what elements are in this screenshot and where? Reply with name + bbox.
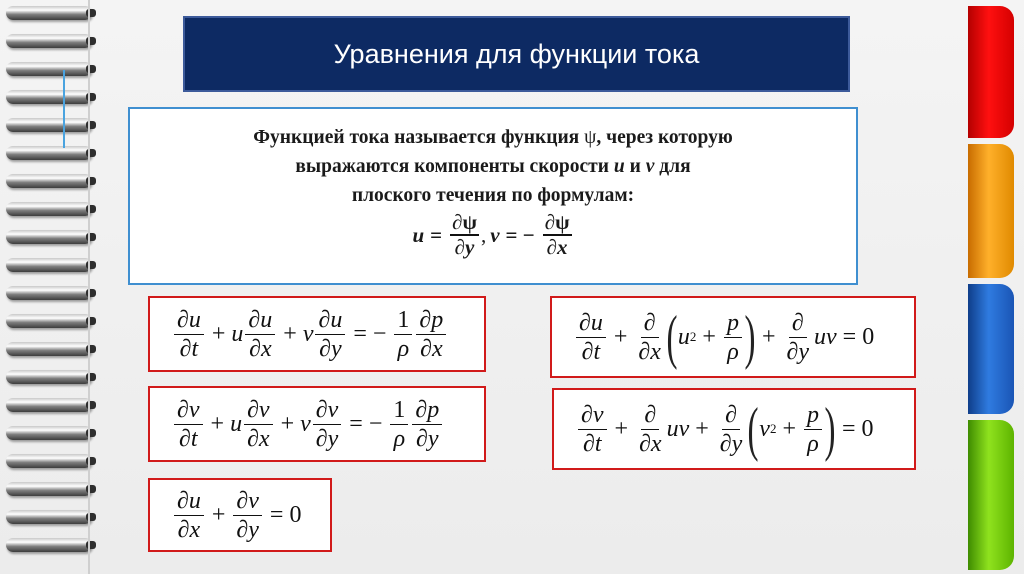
equation-conservative-y bbox=[576, 396, 880, 462]
operator: + bbox=[211, 501, 226, 528]
frac-num: p bbox=[804, 403, 822, 430]
operator: + bbox=[761, 323, 776, 350]
equation-box-momentum-x bbox=[148, 296, 486, 372]
frac-den: ∂t bbox=[582, 430, 602, 457]
frac-den: ∂x bbox=[420, 335, 443, 362]
definition-line-2 bbox=[130, 152, 856, 181]
frac-num: ∂p bbox=[412, 398, 442, 425]
binding-ring bbox=[6, 174, 92, 188]
frac-num: 1 bbox=[390, 398, 408, 425]
frac-den: ∂x bbox=[639, 430, 662, 457]
variable: u bbox=[230, 410, 243, 437]
equation-momentum-x bbox=[172, 308, 448, 361]
operator: + bbox=[210, 410, 225, 437]
left-paren: ( bbox=[747, 396, 759, 462]
binding-ring bbox=[6, 398, 92, 412]
binding-ring bbox=[6, 454, 92, 468]
binding-ring bbox=[6, 342, 92, 356]
exponent: 2 bbox=[769, 421, 777, 436]
frac-den: ∂t bbox=[178, 425, 198, 452]
fraction bbox=[390, 398, 408, 451]
fraction bbox=[636, 403, 665, 456]
frac-num: ∂ bbox=[641, 403, 659, 430]
operator: = − bbox=[349, 410, 383, 437]
tab-red[interactable] bbox=[968, 6, 1014, 138]
stream-function-formula bbox=[130, 212, 856, 258]
binding-ring bbox=[6, 510, 92, 524]
exponent: 2 bbox=[689, 329, 697, 344]
definition-text: Функцией тока называется функция bbox=[253, 127, 585, 148]
right-paren: ) bbox=[744, 304, 756, 370]
frac-num: p bbox=[724, 311, 742, 338]
equation-box-continuity bbox=[148, 478, 332, 552]
formula-equals-minus: = − bbox=[505, 222, 535, 247]
frac-den: ∂x bbox=[247, 425, 270, 452]
frac-den: ∂x bbox=[249, 335, 272, 362]
operator: = 0 bbox=[269, 501, 302, 528]
frac-num: ∂v bbox=[244, 398, 273, 425]
fraction bbox=[245, 308, 275, 361]
binding-ring bbox=[6, 230, 92, 244]
fraction bbox=[233, 489, 262, 542]
formula-comma: , bbox=[480, 222, 487, 247]
binding-ring bbox=[6, 426, 92, 440]
operator: + bbox=[613, 323, 628, 350]
frac-den: ∂y bbox=[416, 425, 439, 452]
operator: + bbox=[283, 320, 297, 347]
binding-ring bbox=[6, 90, 92, 104]
binding-ring bbox=[6, 286, 92, 300]
u-symbol: u bbox=[613, 156, 625, 177]
binding-ring bbox=[6, 62, 92, 76]
definition-text: для bbox=[654, 156, 691, 177]
frac-num: ∂v bbox=[578, 403, 607, 430]
frac-den: ∂x bbox=[546, 235, 568, 259]
operator: + bbox=[695, 415, 709, 442]
fraction bbox=[804, 403, 822, 456]
tab-orange[interactable] bbox=[968, 144, 1014, 278]
operator: = − bbox=[353, 320, 387, 347]
binding-ring bbox=[6, 202, 92, 216]
operator: + bbox=[702, 323, 716, 350]
equation-box-conservative-x bbox=[550, 296, 916, 378]
definition-text: выражаются компоненты скорости bbox=[295, 156, 614, 177]
frac-num: ∂v bbox=[174, 398, 203, 425]
frac-num: ∂v bbox=[233, 489, 262, 516]
fraction bbox=[783, 311, 812, 364]
blue-marker bbox=[63, 70, 65, 148]
fraction-dpsi-dx bbox=[543, 212, 572, 258]
frac-num: 1 bbox=[394, 308, 412, 335]
fraction bbox=[578, 403, 607, 456]
fraction bbox=[315, 308, 345, 361]
variable: u bbox=[677, 323, 690, 350]
definition-line-1 bbox=[130, 123, 856, 152]
equation-continuity bbox=[172, 489, 307, 542]
fraction bbox=[244, 398, 273, 451]
frac-den: ∂y bbox=[315, 425, 339, 452]
definition-box bbox=[128, 107, 858, 285]
binding-ring bbox=[6, 538, 92, 552]
fraction-dpsi-dy bbox=[450, 212, 479, 258]
binding-ring bbox=[6, 146, 92, 160]
frac-num: ∂ bbox=[641, 311, 659, 338]
fraction bbox=[724, 311, 742, 364]
page-title: Уравнения для функции тока bbox=[333, 38, 700, 69]
variable: v bbox=[759, 415, 770, 442]
title-banner bbox=[183, 16, 850, 92]
frac-num: ∂ bbox=[722, 403, 740, 430]
operator: + bbox=[782, 415, 796, 442]
frac-num: ∂u bbox=[174, 489, 204, 516]
fraction bbox=[313, 398, 342, 451]
frac-den: ∂t bbox=[179, 335, 199, 362]
binding-ring bbox=[6, 482, 92, 496]
frac-num: ∂u bbox=[174, 308, 204, 335]
formula-v: v bbox=[490, 222, 500, 247]
tab-blue[interactable] bbox=[968, 284, 1014, 414]
equation-conservative-x bbox=[574, 304, 880, 370]
frac-den: ρ bbox=[393, 425, 406, 452]
binding-ring bbox=[6, 118, 92, 132]
binding-ring bbox=[6, 314, 92, 328]
fraction bbox=[635, 311, 664, 364]
formula-equals: = bbox=[430, 222, 443, 247]
operator: + bbox=[614, 415, 629, 442]
paper-edge bbox=[88, 0, 90, 574]
frac-den: ∂y bbox=[719, 430, 743, 457]
operator: + bbox=[280, 410, 295, 437]
frac-num: ∂ψ bbox=[452, 210, 477, 234]
formula-u: u bbox=[412, 222, 425, 247]
definition-text: и bbox=[624, 156, 646, 177]
fraction bbox=[717, 403, 746, 456]
equation-momentum-y bbox=[172, 398, 444, 451]
fraction bbox=[174, 308, 204, 361]
variable: uv bbox=[666, 415, 690, 442]
frac-num: ∂u bbox=[576, 311, 606, 338]
variable: v bbox=[300, 410, 311, 437]
frac-num: ∂u bbox=[315, 308, 345, 335]
frac-den: ρ bbox=[807, 430, 819, 457]
frac-num: ∂p bbox=[416, 308, 446, 335]
spiral-binding bbox=[0, 0, 100, 574]
equation-box-momentum-y bbox=[148, 386, 486, 462]
operator: = 0 bbox=[842, 323, 875, 350]
variable: v bbox=[302, 320, 314, 347]
variable: uv bbox=[814, 323, 837, 350]
frac-den: ∂x bbox=[177, 516, 201, 543]
binding-ring bbox=[6, 370, 92, 384]
v-symbol: v bbox=[645, 156, 655, 177]
operator: + bbox=[211, 320, 226, 347]
binding-ring bbox=[6, 258, 92, 272]
fraction bbox=[174, 398, 203, 451]
left-paren: ( bbox=[666, 304, 678, 370]
frac-den: ∂t bbox=[581, 338, 601, 365]
fraction bbox=[416, 308, 446, 361]
frac-den: ∂y bbox=[236, 516, 259, 543]
frac-num: ∂u bbox=[245, 308, 275, 335]
fraction bbox=[394, 308, 412, 361]
fraction bbox=[412, 398, 442, 451]
binding-ring bbox=[6, 34, 92, 48]
definition-line-3: плоского течения по формулам: bbox=[351, 185, 635, 206]
frac-den: ∂y bbox=[454, 235, 475, 259]
binding-ring bbox=[6, 6, 92, 20]
tab-green[interactable] bbox=[968, 420, 1014, 570]
frac-num: ∂ψ bbox=[544, 210, 570, 234]
definition-text: , через которую bbox=[596, 127, 733, 148]
frac-num: ∂ bbox=[789, 311, 807, 338]
psi-symbol: ψ bbox=[584, 127, 597, 148]
frac-den: ρ bbox=[397, 335, 410, 362]
frac-den: ρ bbox=[727, 338, 739, 365]
frac-den: ∂y bbox=[786, 338, 809, 365]
variable: u bbox=[231, 320, 244, 347]
frac-den: ∂y bbox=[319, 335, 342, 362]
operator: = 0 bbox=[841, 415, 874, 442]
fraction bbox=[174, 489, 204, 542]
equation-box-conservative-y bbox=[552, 388, 916, 470]
frac-den: ∂x bbox=[638, 338, 661, 365]
frac-num: ∂v bbox=[313, 398, 342, 425]
right-paren: ) bbox=[824, 396, 836, 462]
fraction bbox=[576, 311, 606, 364]
